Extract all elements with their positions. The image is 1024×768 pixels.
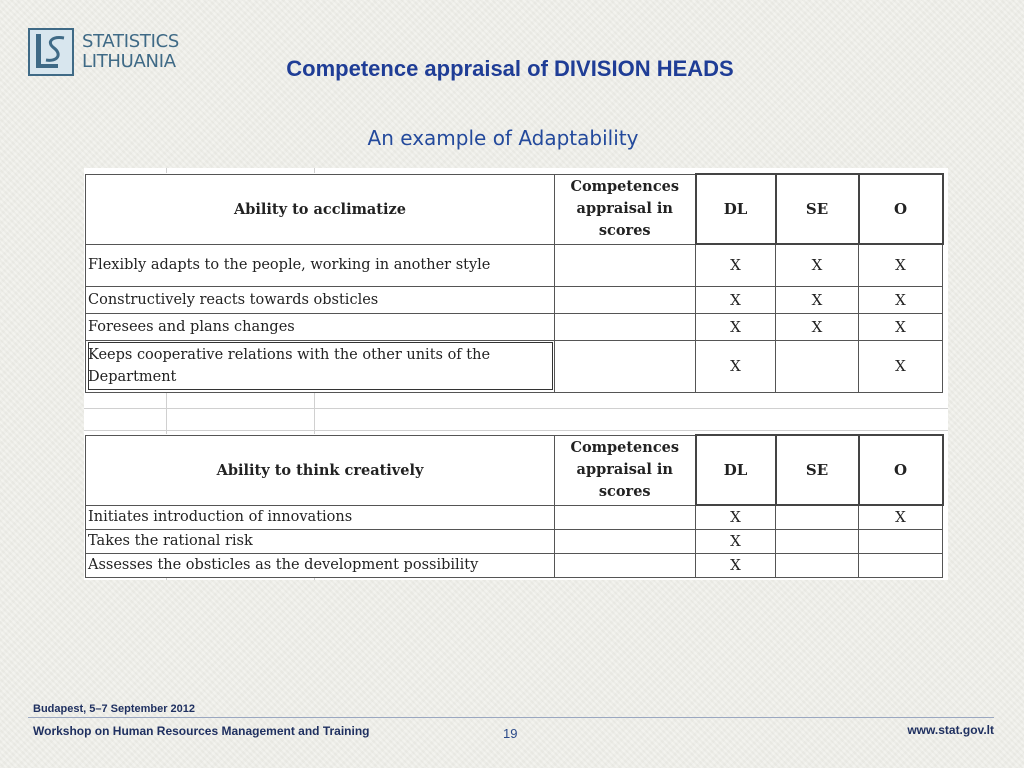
dl-mark: X <box>696 286 776 313</box>
header-line: scores <box>598 483 651 500</box>
o-header: O <box>859 435 943 505</box>
appraisal-table-creativity <box>85 434 944 578</box>
footer-workshop: Workshop on Human Resources Management and Training <box>33 724 370 738</box>
footer-date: Budapest, 5–7 September 2012 <box>33 703 196 715</box>
header-line: scores <box>598 222 651 239</box>
dl-header: DL <box>696 435 776 505</box>
page-number: 19 <box>503 726 518 741</box>
se-mark <box>776 553 859 577</box>
se-mark <box>776 340 859 392</box>
footer-url-link[interactable]: www.stat.gov.lt <box>907 723 994 737</box>
competences-score-header <box>555 435 696 505</box>
header-line: appraisal in <box>576 461 673 478</box>
page-title: Competence appraisal of DIVISION HEADS <box>286 56 734 81</box>
table-row <box>86 529 943 553</box>
table-row <box>86 286 943 313</box>
header-line: appraisal in <box>576 200 673 217</box>
table-header-row <box>86 174 943 244</box>
score-cell[interactable] <box>555 313 696 340</box>
se-mark <box>776 529 859 553</box>
row-label: Flexibly adapts to the people, working in another style <box>86 244 555 286</box>
dl-header: DL <box>696 174 776 244</box>
table-header-row <box>86 435 943 505</box>
score-cell[interactable] <box>555 529 696 553</box>
o-mark <box>859 529 943 553</box>
logo-line-2: LITHUANIA <box>82 51 176 72</box>
table-row <box>86 505 943 529</box>
o-mark <box>859 553 943 577</box>
o-mark: X <box>859 340 943 392</box>
row-label: Initiates introduction of innovations <box>86 505 555 529</box>
grid-line <box>84 408 948 409</box>
row-label: Foresees and plans changes <box>86 313 555 340</box>
competence-heading: Ability to acclimatize <box>86 174 555 244</box>
page-subtitle: An example of Adaptability <box>367 126 639 150</box>
table-row <box>86 340 943 392</box>
o-mark: X <box>859 286 943 313</box>
o-mark: X <box>859 505 943 529</box>
se-mark <box>776 505 859 529</box>
grid-line <box>84 430 948 431</box>
score-cell[interactable] <box>555 340 696 392</box>
se-mark: X <box>776 286 859 313</box>
competences-score-header <box>555 174 696 244</box>
o-mark: X <box>859 313 943 340</box>
se-header: SE <box>776 435 859 505</box>
row-label: Assesses the obsticles as the development possibility <box>86 553 555 577</box>
se-mark: X <box>776 244 859 286</box>
row-label: Constructively reacts towards obsticles <box>86 286 555 313</box>
table-row <box>86 244 943 286</box>
logo-line-1: STATISTICS <box>82 31 179 52</box>
o-header: O <box>859 174 943 244</box>
header-line: Competences <box>570 439 680 456</box>
page-title-wrap <box>0 56 1024 82</box>
o-mark: X <box>859 244 943 286</box>
dl-mark: X <box>696 529 776 553</box>
score-cell[interactable] <box>555 244 696 286</box>
se-header: SE <box>776 174 859 244</box>
dl-mark: X <box>696 244 776 286</box>
footer-divider <box>28 717 994 718</box>
table-row <box>86 313 943 340</box>
row-label: Keeps cooperative relations with the other units of the Department <box>86 340 555 392</box>
row-label: Takes the rational risk <box>86 529 555 553</box>
dl-mark: X <box>696 340 776 392</box>
dl-mark: X <box>696 553 776 577</box>
score-cell[interactable] <box>555 553 696 577</box>
score-cell[interactable] <box>555 505 696 529</box>
appraisal-table-acclimatize <box>85 173 944 393</box>
header-line: Competences <box>570 178 680 195</box>
dl-mark: X <box>696 505 776 529</box>
competence-heading: Ability to think creatively <box>86 435 555 505</box>
dl-mark: X <box>696 313 776 340</box>
se-mark: X <box>776 313 859 340</box>
score-cell[interactable] <box>555 286 696 313</box>
table-row <box>86 553 943 577</box>
